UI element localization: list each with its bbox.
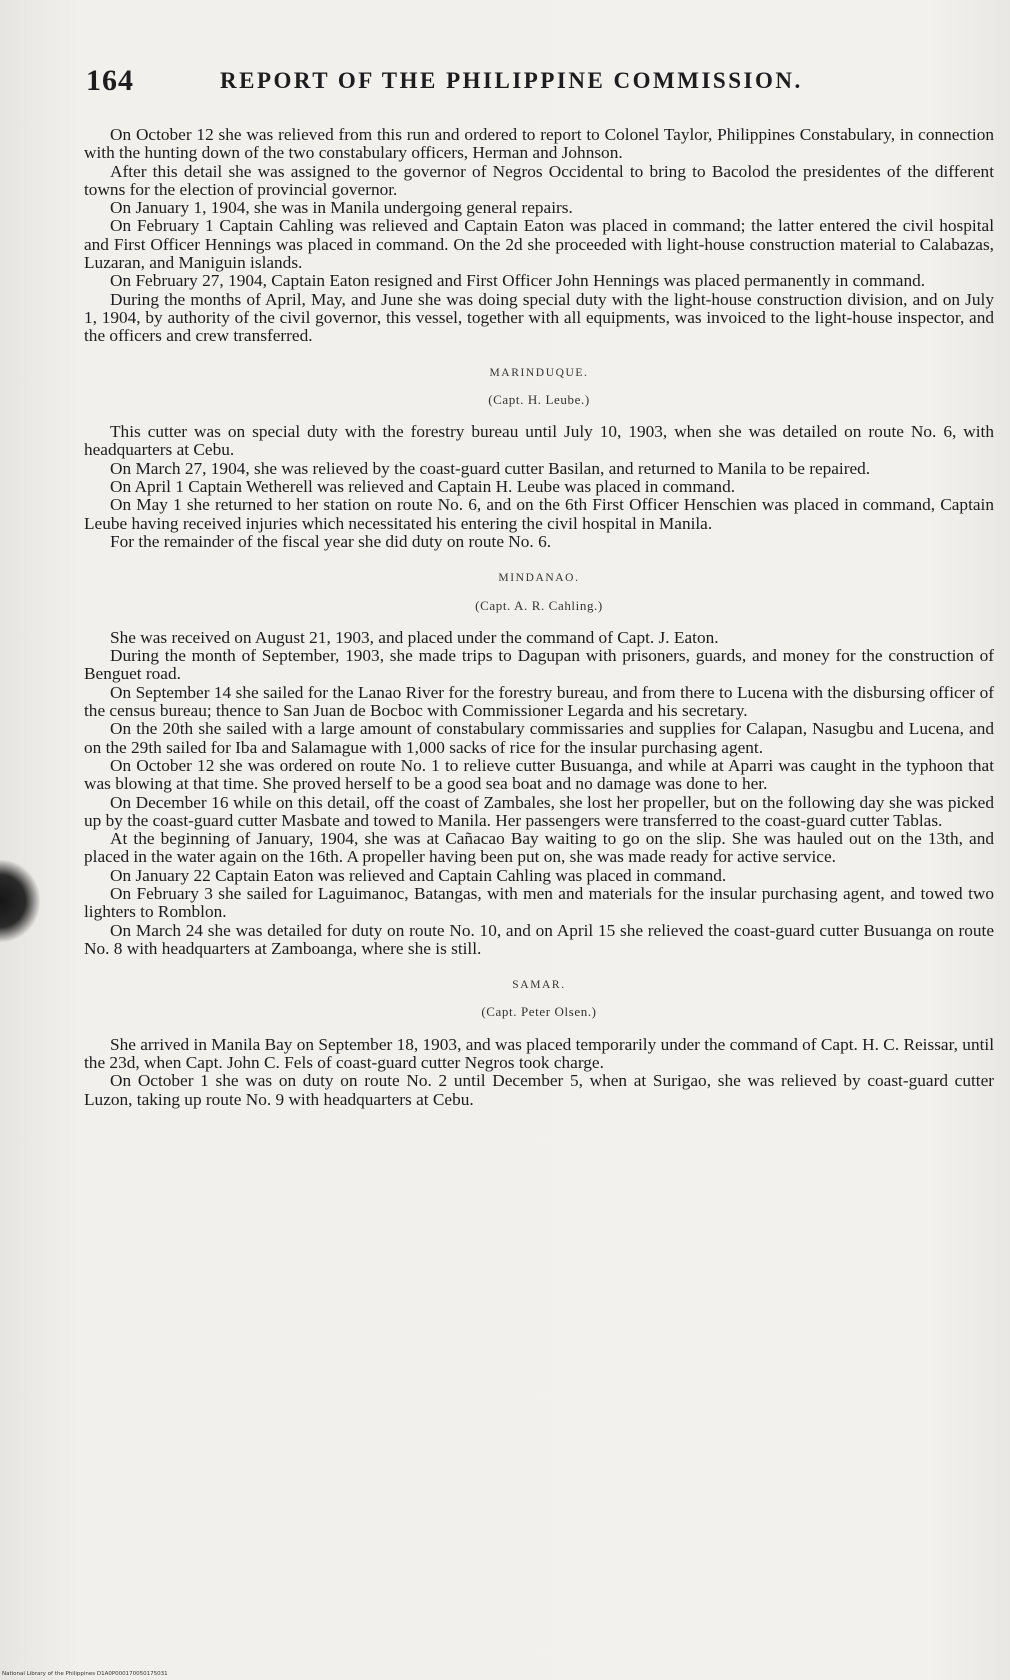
paragraph: For the remainder of the fiscal year she did duty on route No. 6. xyxy=(110,531,552,551)
paragraph: At the beginning of January, 1904, she was at Cañacao Bay waiting to go on the slip. She was hauled out on the 13th, and placed in the water again on the 16th. A propeller having been put on, she was made ready for active service. xyxy=(84,829,994,867)
paragraph: On February 3 she sailed for Laguimanoc, Batangas, with men and materials for the insular purchasing agent, and towed two lighters to Romblon. xyxy=(84,883,994,922)
paragraph: During the month of September, 1903, she made trips to Dagupan with prisoners, guards, and money for the construction of Benguet road. xyxy=(84,646,994,684)
scan-margin-blot xyxy=(0,860,40,942)
paragraph: She arrived in Manila Bay on September 18, 1903, and was placed temporarily under the command of Capt. H. C. Reissar, until the 23d, when Capt. John C. Fels of coast-guard cutter Negros took charge. xyxy=(84,1034,994,1073)
paragraph: On October 1 she was on duty on route No. 2 until December 5, when at Surigao, she was relieved by coast-guard cutter Luzon, taking up route No. 9 with headquarters at Cebu. xyxy=(84,1071,994,1109)
paragraph: On March 27, 1904, she was relieved by the coast-guard cutter Basilan, and returned to Manila to be repaired. xyxy=(110,458,871,478)
section-captain-samar: (Capt. Peter Olsen.) xyxy=(481,1004,597,1020)
paragraph: During the months of April, May, and June she was doing special duty with the light-house construction division, and on July 1, 1904, by authority of the civil governor, this vessel, together with all equipments, was invoiced to the light-house inspector, and the officers and crew transferred. xyxy=(84,289,994,346)
paragraph: After this detail she was assigned to the governor of Negros Occidental to bring to Bacolod the presidentes of the different towns for the election of provincial governor. xyxy=(84,161,994,199)
page-number: 164 xyxy=(86,64,134,97)
section-title-marinduque: MARINDUQUE. xyxy=(489,366,589,379)
paragraph: On January 1, 1904, she was in Manila undergoing general repairs. xyxy=(110,198,573,218)
section-captain-mindanao: (Capt. A. R. Cahling.) xyxy=(475,597,603,613)
section-title-samar: SAMAR. xyxy=(512,979,566,992)
paragraph: On May 1 she returned to her station on route No. 6, and on the 6th First Officer Henschien was placed in command, Captain Leube having received injuries which necessitated his entering the civil hospital in Manila. xyxy=(84,495,994,533)
paragraph: On January 22 Captain Eaton was relieved and Captain Cahling was placed in command. xyxy=(110,865,727,885)
paragraph: On September 14 she sailed for the Lanao River for the forestry bureau, and from there to Lucena with the disbursing officer of the census bureau; thence to San Juan de Bocboc with Commissioner Legarda and his secretary. xyxy=(84,682,994,721)
paragraph: On March 24 she was detailed for duty on route No. 10, and on April 15 she relieved the coast-guard cutter Busuanga on route No. 8 with headquarters at Zamboanga, where she is still. xyxy=(84,920,994,958)
scan-footer-stamp: National Library of the Philippines D1A0P000170050175031 xyxy=(2,1671,168,1677)
paragraph: On the 20th she sailed with a large amount of constabulary commissaries and supplies for Calapan, Nasugbu and Lucena, and on the 29th sailed for Iba and Salamague with 1,000 sacks of rice for the insular purchasing agent. xyxy=(84,719,994,757)
report-body xyxy=(84,126,994,1109)
paragraph: On October 12 she was relieved from this run and ordered to report to Colonel Taylor, Philippines Constabulary, in connection with the hunting down of the two constabulary officers, Herman and Johnson. xyxy=(84,125,994,163)
paragraph: On December 16 while on this detail, off the coast of Zambales, she lost her propeller, but on the following day she was picked up by the coast-guard cutter Masbate and towed to Manila. Her passengers were transferred to the coast-guard cutter Tablas. xyxy=(84,792,994,830)
page-header xyxy=(86,64,940,104)
paragraph: On February 27, 1904, Captain Eaton resigned and First Officer John Hennings was placed permanently in command. xyxy=(110,271,926,291)
paragraph: She was received on August 21, 1903, and placed under the command of Capt. J. Eaton. xyxy=(110,627,719,647)
paragraph: On April 1 Captain Wetherell was relieved and Captain H. Leube was placed in command. xyxy=(110,477,736,497)
paragraph: This cutter was on special duty with the forestry bureau until July 10, 1903, when she was detailed on route No. 6, with headquarters at Cebu. xyxy=(84,422,994,460)
section-captain-marinduque: (Capt. H. Leube.) xyxy=(488,391,590,407)
section-title-mindanao: MINDANAO. xyxy=(498,572,580,585)
running-title: REPORT OF THE PHILIPPINE COMMISSION. xyxy=(220,68,803,93)
paragraph: On February 1 Captain Cahling was relieved and Captain Eaton was placed in command; the latter entered the civil hospital and First Officer Hennings was placed in command. On the 2d she proceeded with light-house construction material to Calabazas, Luzaran, and Maniguin islands. xyxy=(84,216,994,273)
paragraph: On October 12 she was ordered on route No. 1 to relieve cutter Busuanga, and while at Aparri was caught in the typhoon that was blowing at that time. She proved herself to be a good sea boat and no damage was done to her. xyxy=(84,755,994,794)
